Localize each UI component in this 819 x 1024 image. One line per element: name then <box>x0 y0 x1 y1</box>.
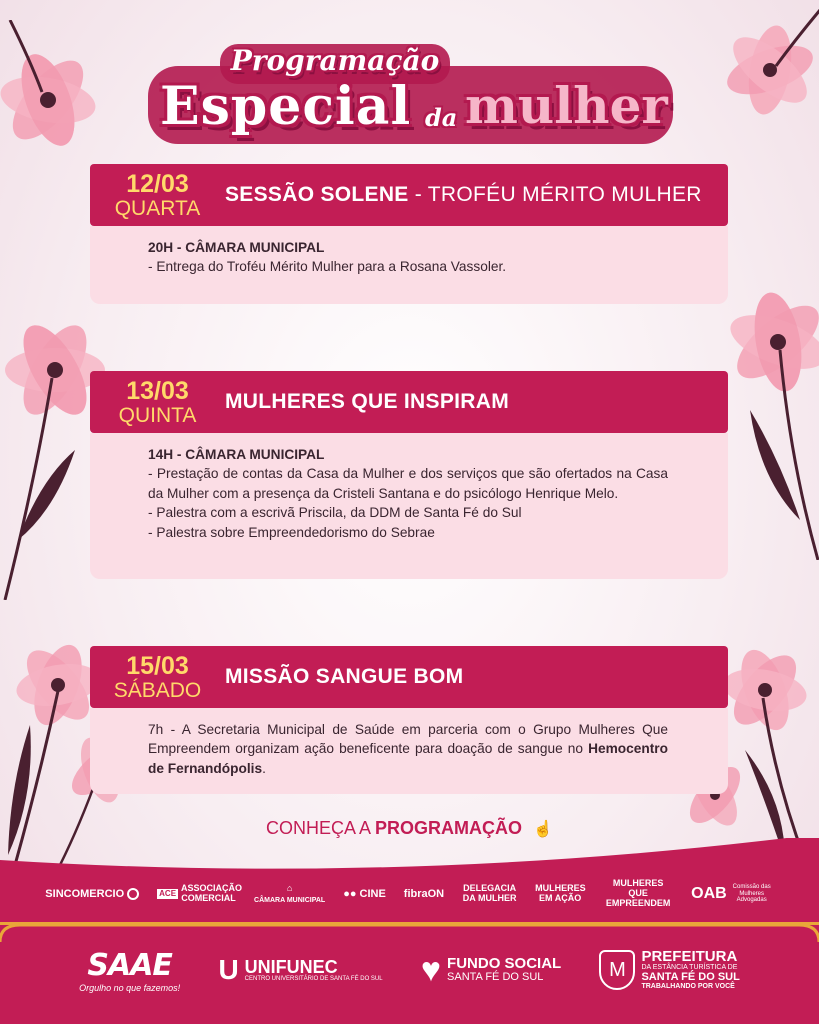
sincomercio-icon <box>127 888 139 900</box>
title-line1: Programação <box>230 44 440 77</box>
heart-hands-icon: ♥ <box>420 951 442 989</box>
event-card-1 <box>90 164 728 304</box>
title-line2: Especial <box>160 76 412 137</box>
event-weekday: QUARTA <box>114 196 201 220</box>
event-header <box>90 371 728 433</box>
sponsor-em-acao: MULHERES EM AÇÃO <box>535 883 586 903</box>
event-location: 20H - CÂMARA MUNICIPAL <box>148 240 325 255</box>
unifunec-icon: U <box>218 954 239 985</box>
event-location: 14H - CÂMARA MUNICIPAL <box>148 447 325 462</box>
event-card-2 <box>90 371 728 579</box>
event-day: 13/03 <box>126 376 189 405</box>
event-date <box>90 651 225 702</box>
event-desc-pre: 7h - A Secretaria Municipal de Saúde em parceria com o Grupo Mulheres Que Empreendem organizam ação beneficente para doação de sangue no <box>148 722 668 757</box>
event-title-bold: MULHERES QUE INSPIRAM <box>225 390 509 413</box>
cine-icon: ●● <box>343 887 357 900</box>
event-item: - Entrega do Troféu Mérito Mulher para a Rosana Vassoler. <box>148 259 507 275</box>
event-body <box>90 708 728 794</box>
cta-link[interactable] <box>0 818 819 839</box>
event-header <box>90 164 728 226</box>
event-desc-bold: Hemocentro de Fernandópolis <box>148 741 668 776</box>
title-line3: mulher <box>465 76 668 135</box>
partners-row <box>0 935 819 1005</box>
event-date <box>90 376 225 427</box>
saae-logo: SAAE <box>87 947 172 983</box>
coat-of-arms-icon: M <box>599 950 635 990</box>
event-item: - Palestra sobre Empreendedorismo do Sebrae <box>148 524 435 540</box>
tap-icon: ☝ <box>533 821 553 838</box>
cta-pre: CONHEÇA A <box>266 818 376 838</box>
sponsor-empreendem: MULHERES QUE EMPREENDEM <box>605 878 671 908</box>
page-title <box>140 38 680 148</box>
flower-top-right <box>680 0 819 150</box>
event-header <box>90 646 728 708</box>
sponsor-cine: ●● CINE <box>343 887 386 900</box>
event-weekday: QUINTA <box>118 403 197 427</box>
event-body <box>90 433 728 579</box>
ace-icon: ACE <box>159 888 177 898</box>
event-title-rest: - TROFÉU MÉRITO MULHER <box>408 183 702 206</box>
sponsor-delegacia: DELEGACIA DA MULHER <box>462 883 517 903</box>
sponsor-fibraon: fibraON <box>403 887 445 900</box>
event-title <box>225 183 702 207</box>
camara-icon: ⌂ <box>286 882 293 893</box>
partner-unifunec: U UNIFUNEC CENTRO UNIVERSITÁRIO DE SANTA FÉ DO SUL <box>218 954 383 985</box>
partner-fundo-social: ♥ FUNDO SOCIAL SANTA FÉ DO SUL <box>420 951 562 989</box>
sponsor-associacao: ACE ASSOCIAÇÃO COMERCIAL <box>159 883 243 903</box>
event-title-bold: SESSÃO SOLENE <box>225 183 409 206</box>
event-weekday: SÁBADO <box>113 678 202 702</box>
event-description <box>148 720 668 778</box>
event-day: 15/03 <box>126 651 189 680</box>
sponsor-camara: ⌂ CÂMARA MUNICIPAL <box>254 882 326 904</box>
event-date <box>90 169 225 220</box>
event-title-bold: MISSÃO SANGUE BOM <box>225 665 464 688</box>
partner-prefeitura: M PREFEITURA DA ESTÂNCIA TURÍSTICA DE SANTA FÉ DO SUL TRABALHANDO POR VOCÊ <box>599 949 739 990</box>
sponsors-row <box>0 872 819 916</box>
sponsor-oab: OAB Comissão das Mulheres Advogadas <box>691 884 771 904</box>
event-desc-post: . <box>262 760 266 776</box>
event-body <box>90 226 728 304</box>
event-item: - Palestra com a escrivã Priscila, da DDM de Santa Fé do Sul <box>148 505 522 521</box>
event-day: 12/03 <box>126 169 189 198</box>
event-item: - Prestação de contas da Casa da Mulher e dos serviços que são ofertados na Casa da Mulher com a presença da Cristeli Santana e do psicólogo Henrique Melo. <box>148 466 668 501</box>
event-title <box>225 390 509 414</box>
partner-saae: SAAE Orgulho no que fazemos! <box>79 947 181 993</box>
sponsor-sincomercio: SINCOMERCIO <box>45 888 139 900</box>
cta-bold: PROGRAMAÇÃO <box>375 818 523 838</box>
title-connector: da <box>425 103 458 132</box>
event-card-3 <box>90 646 728 794</box>
event-title <box>225 665 463 689</box>
